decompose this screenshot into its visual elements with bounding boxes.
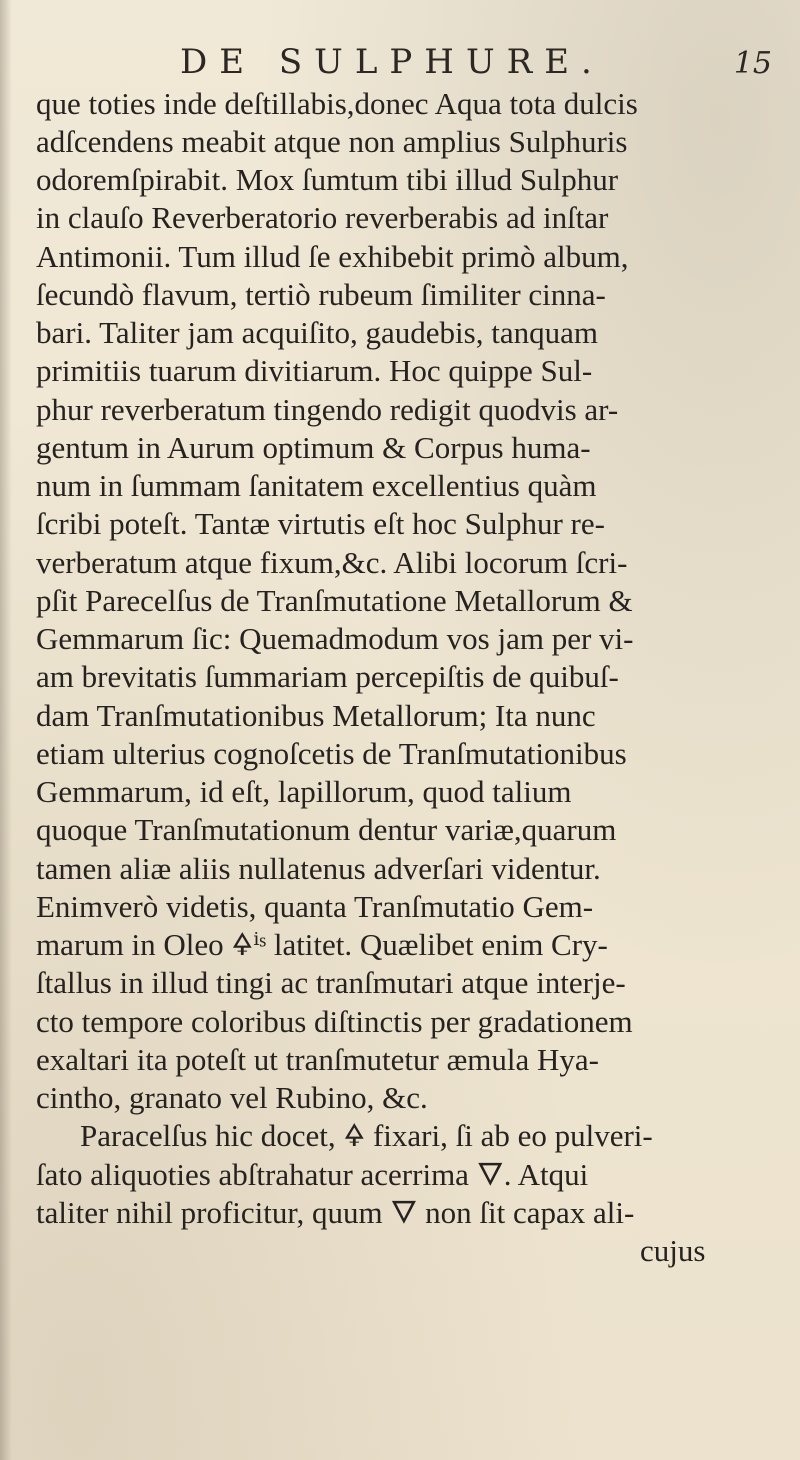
running-title: DE SULPHURE.: [180, 42, 604, 82]
text-line: exaltari ita poteſt ut tranſmutetur æmula Hya-: [36, 1042, 599, 1077]
text-line: ſecundò flavum, tertiò rubeum ſimiliter cinna-: [36, 277, 606, 312]
text-line: taliter nihil proficitur, quum 🜄 non ſit capax ali-: [36, 1195, 635, 1230]
text-line: etiam ulterius cognoſcetis de Tranſmutationibus: [36, 736, 627, 771]
text-line: am brevitatis ſummariam percepiſtis de quibuſ-: [36, 659, 619, 694]
text-line: verberatum atque fixum,&c. Alibi locorum ſcri-: [36, 545, 628, 580]
text-line: Gemmarum, id eſt, lapillorum, quod talium: [36, 774, 572, 809]
text-line: dam Tranſmutationibus Metallorum; Ita nunc: [36, 698, 596, 733]
text-line: Gemmarum ſic: Quemadmodum vos jam per vi-: [36, 621, 634, 656]
page-header: [180, 42, 780, 90]
text-line: ſato aliquoties abſtrahatur acerrima 🜄. Atqui: [36, 1157, 589, 1192]
text-line: in clauſo Reverberatorio reverberabis ad inſtar: [36, 200, 609, 235]
text-line: que toties inde deſtillabis,donec Aqua tota dulcis: [36, 86, 638, 121]
text-line: cto tempore coloribus diſtinctis per gradationem: [36, 1004, 633, 1039]
text-line: primitiis tuarum divitiarum. Hoc quippe Sul-: [36, 353, 593, 388]
text-line: Enimverò videtis, quanta Tranſmutatio Gem-: [36, 889, 594, 924]
text-line: bari. Taliter jam acquiſito, gaudebis, tanquam: [36, 315, 598, 350]
text-line: pſit Parecelſus de Tranſmutatione Metallorum &: [36, 583, 633, 618]
text-line: Paracelſus hic docet, 🜍 fixari, ſi ab eo pulveri-: [80, 1118, 653, 1153]
catchword: cujus: [640, 1233, 706, 1268]
page-gutter-shadow: [0, 0, 12, 1460]
text-line: Antimonii. Tum illud ſe exhibebit primò album,: [36, 239, 629, 274]
text-line: phur reverberatum tingendo redigit quodvis ar-: [36, 392, 619, 427]
text-line: tamen aliæ aliis nullatenus adverſari videntur.: [36, 851, 601, 886]
text-line: quoque Tranſmutationum dentur variæ,quarum: [36, 812, 617, 847]
text-line: odoremſpirabit. Mox ſumtum tibi illud Sulphur: [36, 162, 619, 197]
page-number: 15: [733, 46, 772, 81]
text-line: ſtallus in illud tingi ac tranſmutari atque interje-: [36, 965, 626, 1000]
text-line: adſcendens meabit atque non amplius Sulphuris: [36, 124, 628, 159]
text-line: gentum in Aurum optimum & Corpus huma-: [36, 430, 591, 465]
text-line: num in ſummam ſanitatem excellentius quàm: [36, 468, 597, 503]
text-line: cintho, granato vel Rubino, &c.: [36, 1080, 428, 1115]
text-line: marum in Oleo 🜍ⁱˢ latitet. Quælibet enim Cry-: [36, 927, 608, 962]
text-line: ſcribi poteſt. Tantæ virtutis eſt hoc Sulphur re-: [36, 506, 605, 541]
